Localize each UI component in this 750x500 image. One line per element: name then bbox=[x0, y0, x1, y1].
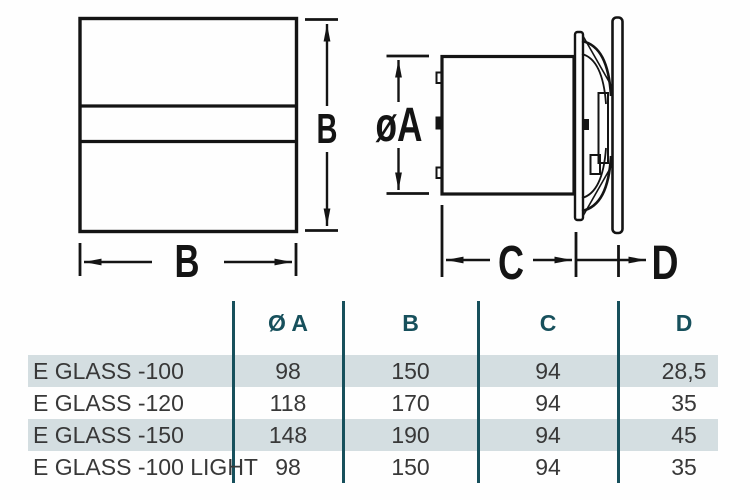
model-name: E GLASS -150 bbox=[33, 421, 184, 448]
front-width-dimension bbox=[80, 235, 296, 287]
model-name: E GLASS -100 bbox=[33, 357, 184, 384]
value-a: 98 bbox=[275, 357, 301, 384]
header-c: C bbox=[539, 309, 557, 336]
header-b: B bbox=[402, 309, 419, 336]
value-a: 118 bbox=[269, 389, 307, 416]
value-b: 150 bbox=[391, 453, 430, 480]
table-row bbox=[28, 387, 750, 419]
side-front-depth-label: D bbox=[651, 237, 679, 290]
dimensions-table bbox=[28, 301, 750, 483]
value-c: 94 bbox=[535, 357, 561, 384]
side-diameter-label: øA bbox=[375, 99, 423, 152]
value-c: 94 bbox=[535, 389, 561, 416]
value-a: 148 bbox=[268, 421, 308, 448]
value-b: 170 bbox=[391, 389, 430, 416]
front-view-drawing bbox=[80, 19, 297, 232]
side-duct-depth-label: C bbox=[498, 237, 524, 290]
table-header-row bbox=[28, 301, 750, 345]
value-c: 94 bbox=[535, 453, 561, 480]
table-row bbox=[28, 451, 750, 483]
side-view-drawing bbox=[436, 18, 623, 234]
header-diameter-a: Ø A bbox=[267, 309, 309, 336]
model-name: E GLASS -100 LIGHT bbox=[33, 453, 258, 480]
value-a: 98 bbox=[275, 453, 301, 480]
table-row bbox=[28, 419, 750, 451]
value-b: 190 bbox=[391, 421, 430, 448]
value-d: 45 bbox=[671, 421, 697, 448]
side-diameter-dimension bbox=[376, 56, 430, 194]
front-height-dimension bbox=[305, 20, 338, 231]
side-depth-dimensions bbox=[442, 205, 679, 290]
value-c: 94 bbox=[535, 421, 561, 448]
value-b: 150 bbox=[391, 357, 430, 384]
model-name: E GLASS -120 bbox=[33, 389, 184, 416]
front-height-label: B bbox=[316, 105, 338, 152]
table-row bbox=[28, 355, 750, 387]
value-d: 35 bbox=[671, 453, 697, 480]
value-d: 28,5 bbox=[661, 357, 707, 384]
value-d: 35 bbox=[671, 389, 697, 416]
front-width-label: B bbox=[174, 235, 200, 287]
header-d: D bbox=[675, 309, 693, 336]
